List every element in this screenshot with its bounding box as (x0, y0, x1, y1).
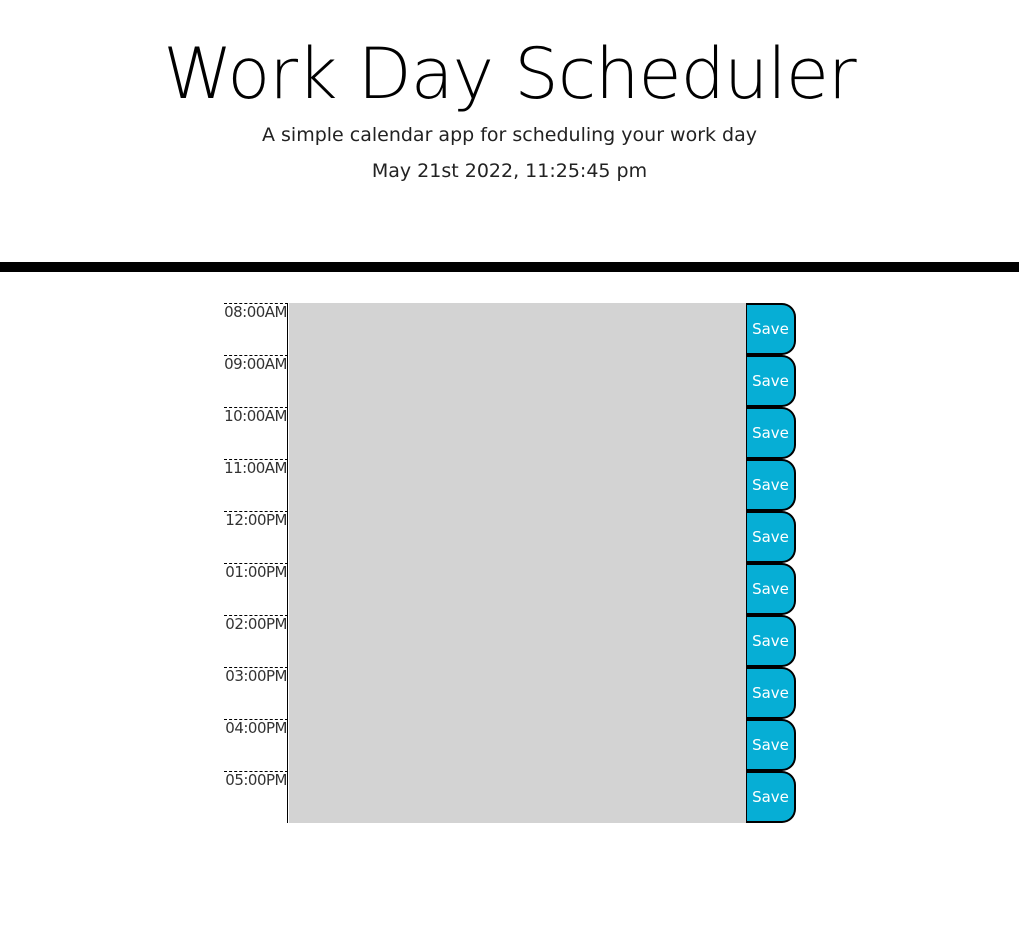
hour-label: 10:00AM (224, 407, 288, 459)
save-button[interactable]: Save (746, 511, 796, 563)
time-block-row (224, 719, 796, 771)
event-textarea[interactable] (289, 459, 746, 511)
hour-label: 08:00AM (224, 303, 288, 355)
save-button[interactable]: Save (746, 303, 796, 355)
header (0, 0, 1019, 262)
event-textarea[interactable] (289, 355, 746, 407)
header-divider (0, 262, 1019, 272)
save-button[interactable]: Save (746, 667, 796, 719)
save-button[interactable]: Save (746, 771, 796, 823)
save-button[interactable]: Save (746, 719, 796, 771)
time-block-row (224, 615, 796, 667)
event-textarea[interactable] (289, 719, 746, 771)
hour-label: 03:00PM (224, 667, 288, 719)
save-button[interactable]: Save (746, 615, 796, 667)
hour-label: 09:00AM (224, 355, 288, 407)
event-textarea[interactable] (289, 563, 746, 615)
time-block-row (224, 459, 796, 511)
event-textarea[interactable] (289, 615, 746, 667)
hour-label: 11:00AM (224, 459, 288, 511)
time-block-row (224, 355, 796, 407)
hour-label: 01:00PM (224, 563, 288, 615)
page-title: Work Day Scheduler (163, 33, 856, 115)
event-textarea[interactable] (289, 667, 746, 719)
event-textarea[interactable] (289, 303, 746, 355)
time-block-row (224, 511, 796, 563)
subtitle: A simple calendar app for scheduling your work day (261, 124, 758, 146)
hour-label: 02:00PM (224, 615, 288, 667)
event-textarea[interactable] (289, 771, 746, 823)
current-date: May 21st 2022, 11:25:45 pm (371, 160, 648, 182)
hour-label: 05:00PM (224, 771, 288, 823)
time-block-row (224, 563, 796, 615)
time-block-container (224, 303, 796, 823)
hour-label: 04:00PM (224, 719, 288, 771)
save-button[interactable]: Save (746, 355, 796, 407)
event-textarea[interactable] (289, 407, 746, 459)
save-button[interactable]: Save (746, 407, 796, 459)
save-button[interactable]: Save (746, 563, 796, 615)
time-block-row (224, 407, 796, 459)
save-button[interactable]: Save (746, 459, 796, 511)
hour-label: 12:00PM (224, 511, 288, 563)
time-block-row (224, 667, 796, 719)
time-block-row (224, 303, 796, 355)
event-textarea[interactable] (289, 511, 746, 563)
time-block-row (224, 771, 796, 823)
